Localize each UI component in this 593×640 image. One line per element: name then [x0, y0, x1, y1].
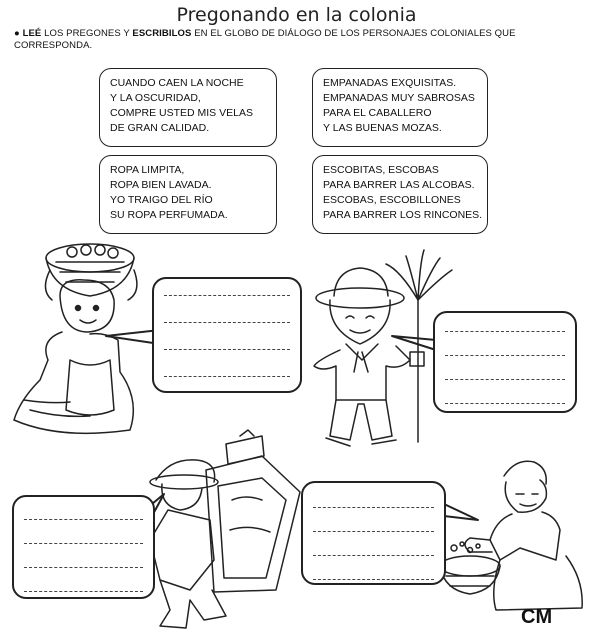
- answer-line: [313, 579, 434, 580]
- answer-line: [164, 349, 290, 350]
- answer-line: [445, 355, 565, 356]
- speech-bubble-washerwoman[interactable]: [301, 481, 446, 585]
- speech-bubble-broom-seller[interactable]: [433, 311, 577, 413]
- pregon-line: ROPA BIEN LAVADA.: [110, 179, 212, 191]
- answer-line: [445, 331, 565, 332]
- candle-seller-illustration: [150, 430, 300, 628]
- author-signature: CM: [521, 606, 553, 628]
- pregon-line: EMPANADAS MUY SABROSAS: [323, 92, 475, 104]
- answer-line: [24, 543, 143, 544]
- answer-line: [24, 519, 143, 520]
- speech-bubble-candle-seller[interactable]: [12, 495, 155, 599]
- pregon-line: PARA BARRER LOS RINCONES.: [323, 209, 483, 221]
- answer-line: [164, 322, 290, 323]
- bullet-icon: ●: [14, 28, 20, 39]
- pregon-line: EMPANADAS EXQUISITAS.: [323, 77, 457, 89]
- instruction-part-1: LOS PREGONES Y: [41, 28, 133, 39]
- instruction-part-2: EN EL GLOBO DE DIÁLOGO DE LOS PERSONAJES COLONIALES QUE CORRESPONDA.: [14, 28, 516, 51]
- pregon-line: Y LAS BUENAS MOZAS.: [323, 122, 442, 134]
- pregon-line: Y LA OSCURIDAD,: [110, 92, 201, 104]
- pregon-line: PARA BARRER LAS ALCOBAS.: [323, 179, 475, 191]
- pregon-line: DE GRAN CALIDAD.: [110, 122, 210, 134]
- answer-line: [164, 376, 290, 377]
- pregon-line: ESCOBAS, ESCOBILLONES: [323, 194, 461, 206]
- speech-bubble-empanada-seller[interactable]: [152, 277, 302, 393]
- instruction-verb-2: ESCRIBILOS: [132, 28, 192, 39]
- pregon-line: ESCOBITAS, ESCOBAS: [323, 164, 439, 176]
- answer-line: [313, 507, 434, 508]
- answer-line: [24, 591, 143, 592]
- pregon-line: SU ROPA PERFUMADA.: [110, 209, 228, 221]
- pregon-line: CUANDO CAEN LA NOCHE: [110, 77, 244, 89]
- pregon-line: ROPA LIMPITA,: [110, 164, 185, 176]
- answer-line: [445, 379, 565, 380]
- page-title: Pregonando en la colonia: [176, 4, 417, 26]
- answer-line: [313, 555, 434, 556]
- answer-line: [24, 567, 143, 568]
- pregon-line: PARA EL CABALLERO: [323, 107, 432, 119]
- answer-line: [164, 295, 290, 296]
- answer-line: [445, 403, 565, 404]
- pregon-line: COMPRE USTED MIS VELAS: [110, 107, 253, 119]
- washerwoman-illustration: [440, 461, 582, 610]
- answer-line: [313, 531, 434, 532]
- pregon-line: YO TRAIGO DEL RÍO: [110, 194, 213, 206]
- instruction-verb-1: LEÉ: [22, 28, 42, 39]
